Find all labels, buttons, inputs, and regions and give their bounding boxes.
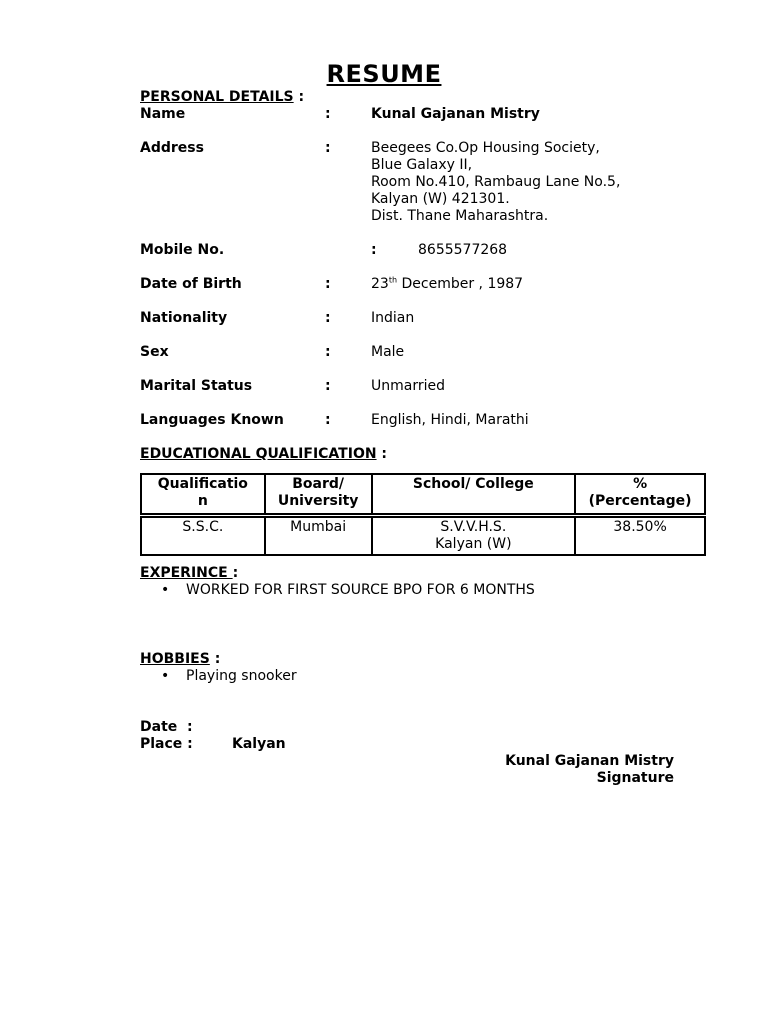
nationality-value: Indian bbox=[371, 310, 415, 326]
address-line: Kalyan (W) 421301. bbox=[371, 191, 510, 207]
address-line: Room No.410, Rambaug Lane No.5, bbox=[371, 174, 621, 190]
signature-label: Signature bbox=[596, 770, 674, 786]
nationality-colon: : bbox=[325, 310, 331, 326]
table-header-row bbox=[141, 474, 705, 516]
mobile-value: 8655577268 bbox=[418, 242, 508, 258]
marital-value: Unmarried bbox=[371, 378, 445, 394]
header-qualification bbox=[141, 474, 265, 516]
dob-day: 23 bbox=[371, 276, 389, 292]
header-text: Qualificatio bbox=[157, 476, 248, 492]
cell-text: 38.50% bbox=[613, 519, 667, 535]
experience-item: WORKED FOR FIRST SOURCE BPO FOR 6 MONTHS bbox=[186, 582, 535, 598]
sex-colon: : bbox=[325, 344, 331, 360]
cell-board bbox=[265, 516, 372, 556]
experience-heading-text: EXPERINCE bbox=[140, 565, 233, 581]
table-row bbox=[141, 516, 705, 556]
dob-colon: : bbox=[325, 276, 331, 292]
place-label: Place : bbox=[140, 736, 193, 752]
address-line: Dist. Thane Maharashtra. bbox=[371, 208, 549, 224]
education-heading bbox=[140, 446, 387, 463]
hobbies-heading-text: HOBBIES bbox=[140, 651, 210, 667]
header-text: (Percentage) bbox=[588, 493, 692, 509]
header-text: Board/ bbox=[292, 476, 345, 492]
hobbies-heading bbox=[140, 651, 220, 668]
header-percentage bbox=[575, 474, 705, 516]
bullet-icon: • bbox=[161, 582, 170, 598]
place-value: Kalyan bbox=[232, 736, 286, 752]
header-text: % bbox=[633, 476, 648, 492]
mobile-label: Mobile No. bbox=[140, 242, 225, 258]
address-label: Address bbox=[140, 140, 204, 156]
marital-colon: : bbox=[325, 378, 331, 394]
hobbies-heading-colon: : bbox=[209, 651, 221, 667]
header-text: n bbox=[197, 493, 208, 509]
signature-name: Kunal Gajanan Mistry bbox=[505, 753, 674, 769]
dob-label: Date of Birth bbox=[140, 276, 242, 292]
cell-qualification bbox=[141, 516, 265, 556]
address-line: Beegees Co.Op Housing Society, bbox=[371, 140, 600, 156]
experience-heading-colon: : bbox=[232, 565, 239, 581]
address-value bbox=[371, 140, 620, 225]
education-heading-colon: : bbox=[376, 446, 388, 462]
hobby-item: Playing snooker bbox=[186, 668, 297, 684]
cell-school bbox=[372, 516, 576, 556]
mobile-colon: : bbox=[371, 242, 377, 258]
languages-label: Languages Known bbox=[140, 412, 284, 428]
cell-text: S.V.V.H.S. bbox=[440, 519, 507, 535]
page-title: RESUME bbox=[326, 60, 442, 88]
personal-details-heading-colon: : bbox=[293, 89, 305, 105]
date-label: Date : bbox=[140, 719, 193, 735]
dob-suffix: th bbox=[388, 275, 398, 285]
cell-text: Kalyan (W) bbox=[435, 536, 512, 552]
personal-details-heading bbox=[140, 89, 304, 106]
address-colon: : bbox=[325, 140, 331, 156]
cell-percentage bbox=[575, 516, 705, 556]
address-line: Blue Galaxy II, bbox=[371, 157, 473, 173]
languages-colon: : bbox=[325, 412, 331, 428]
dob-value bbox=[371, 276, 523, 293]
sex-label: Sex bbox=[140, 344, 169, 360]
dob-rest: December , 1987 bbox=[397, 276, 524, 292]
sex-value: Male bbox=[371, 344, 405, 360]
education-table bbox=[140, 473, 706, 556]
header-school bbox=[372, 474, 576, 516]
name-colon: : bbox=[325, 106, 331, 122]
name-label: Name bbox=[140, 106, 186, 122]
experience-heading bbox=[140, 565, 238, 582]
marital-label: Marital Status bbox=[140, 378, 253, 394]
name-value: Kunal Gajanan Mistry bbox=[371, 106, 540, 122]
cell-text: Mumbai bbox=[290, 519, 347, 535]
education-heading-text: EDUCATIONAL QUALIFICATION bbox=[140, 446, 377, 462]
languages-value: English, Hindi, Marathi bbox=[371, 412, 529, 428]
personal-details-heading-text: PERSONAL DETAILS bbox=[140, 89, 294, 105]
cell-text: S.S.C. bbox=[182, 519, 224, 535]
header-text: University bbox=[277, 493, 359, 509]
bullet-icon: • bbox=[161, 668, 170, 684]
header-board bbox=[265, 474, 372, 516]
nationality-label: Nationality bbox=[140, 310, 228, 326]
header-text: School/ College bbox=[412, 476, 534, 492]
